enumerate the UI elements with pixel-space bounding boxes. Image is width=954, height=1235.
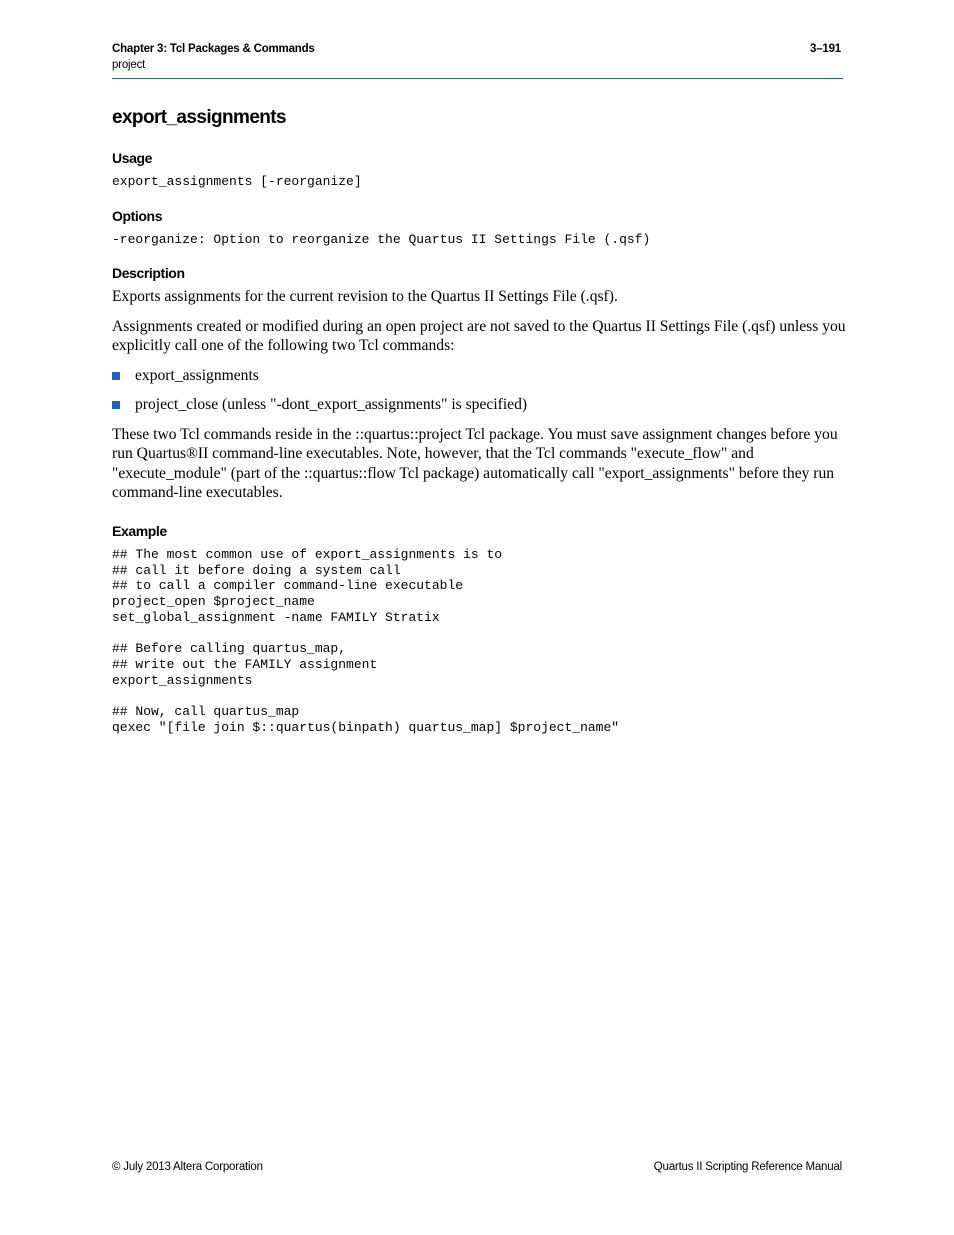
list-item [112,395,847,415]
usage-heading: Usage [112,150,153,166]
example-code: ## The most common use of export_assignments is to ## call it before doing a system call ## to call a compiler command-line executable project_open $project_name set_global_assignment -name FAMILY Stratix ## Before calling quartus_map, ## write out the FAMILY assignment export_assignments ## Now, call quartus_map qexec "[file join $::quartus(binpath) quartus_map] $project_name" [112,546,620,735]
command-list [112,366,847,415]
page-content [112,105,847,735]
description-paragraph: These two Tcl commands reside in the ::quartus::project Tcl package. You must save assignment changes before you run Quartus®II command-line executables. Note, however, that the Tcl commands "execute_flow" and "execute_module" (part of the ::quartus::flow Tcl package) automatically call "export_assignments" before they run command-line executables. [112,425,838,502]
description-paragraph: Exports assignments for the current revision to the Quartus II Settings File (.qsf). [112,288,618,306]
section-name: project [112,59,146,71]
example-heading: Example [112,522,167,539]
chapter-title: Chapter 3: Tcl Packages & Commands [112,43,315,55]
square-bullet-icon [112,372,120,380]
usage-code: export_assignments [-reorganize] [112,174,362,189]
options-code: -reorganize: Option to reorganize the Quartus II Settings File (.qsf) [112,231,651,247]
footer-copyright: © July 2013 Altera Corporation [112,1161,263,1173]
page-footer [112,1161,843,1177]
list-item-text: export_assignments [135,366,259,384]
description-paragraph: Assignments created or modified during an open project are not saved to the Quartus II Settings File (.qsf) unless you explicitly call one of the following two Tcl commands: [112,317,846,355]
square-bullet-icon [112,401,120,409]
page-header [112,43,843,79]
description-heading: Description [112,265,185,282]
page-number: 3–191 [810,43,841,55]
options-heading: Options [112,207,163,224]
command-title: export_assignments [112,107,286,128]
list-item [112,366,847,386]
list-item-text: project_close (unless "-dont_export_assignments" is specified) [135,396,528,414]
footer-manual-title: Quartus II Scripting Reference Manual [653,1161,842,1173]
